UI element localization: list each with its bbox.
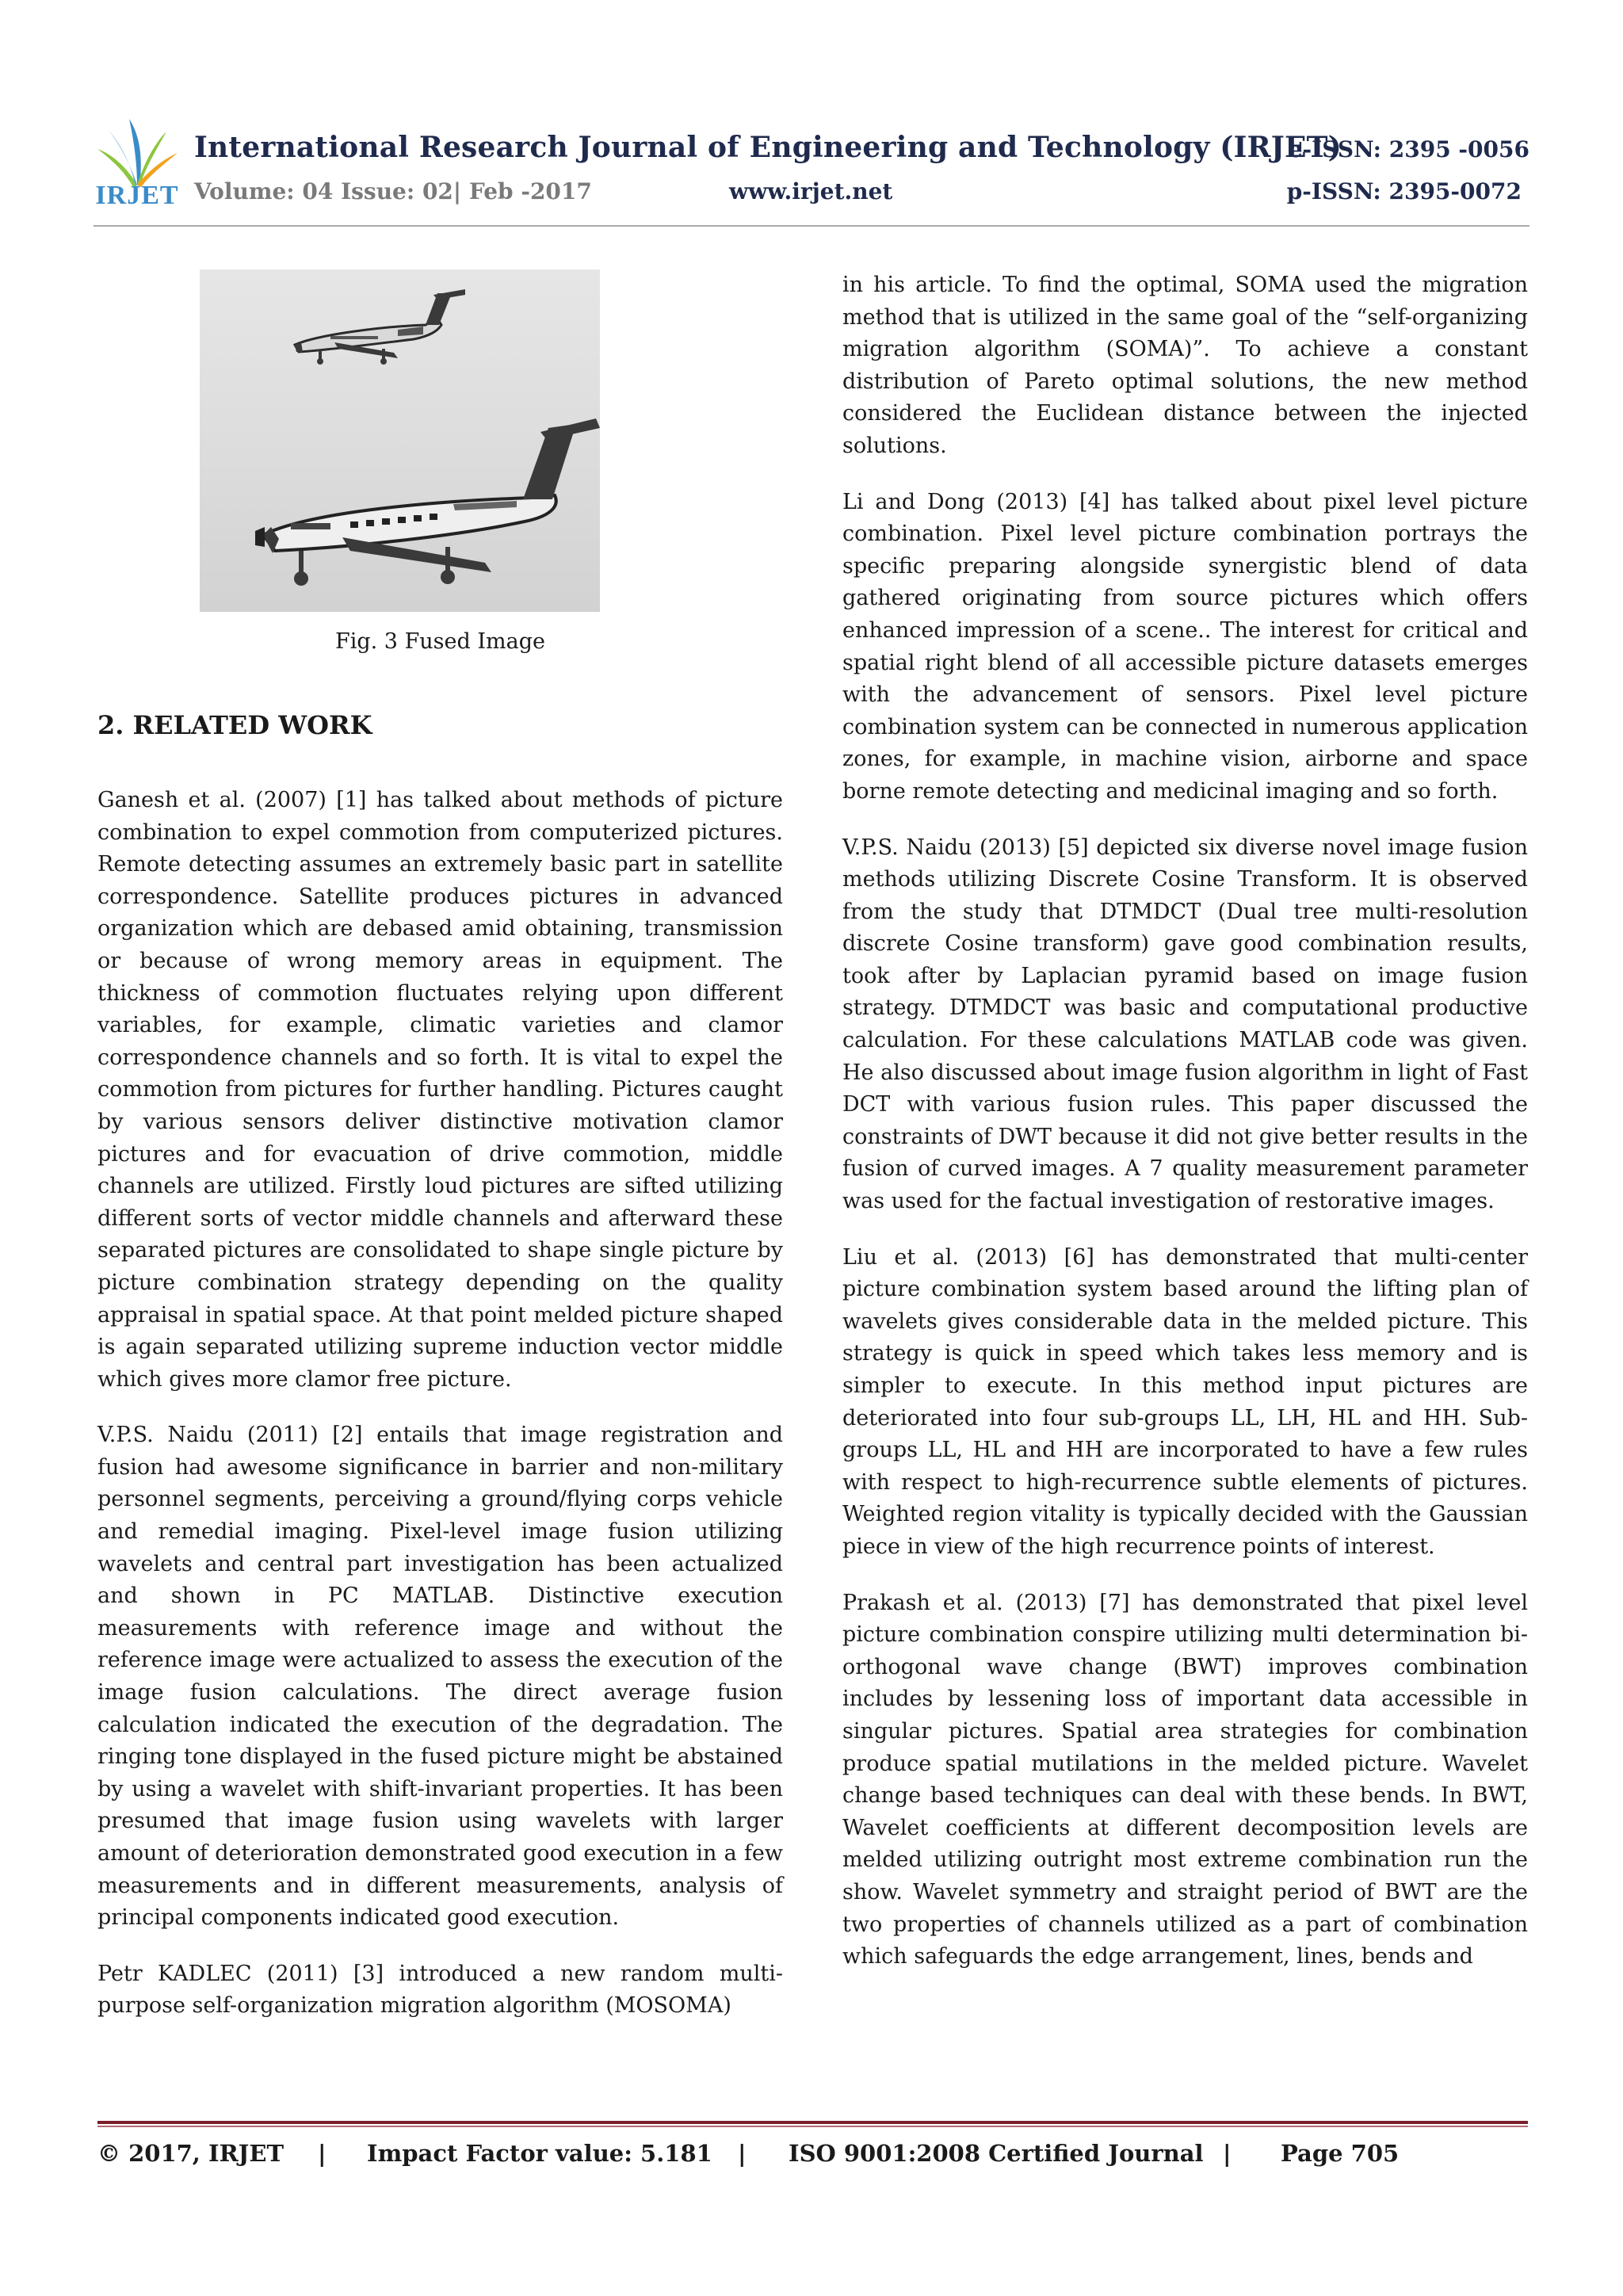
page-header	[0, 0, 1623, 230]
page-number: Page 705	[1281, 2140, 1400, 2167]
paragraph: V.P.S. Naidu (2013) [5] depicted six diverse novel image fusion methods utilizing Discrete Cosine Transform. It is observed from the study that DTMDCT (Dual tree multi-resolution discrete Cosine transform) gave good combination results, took after by Laplacian pyramid based on image fusion strategy. DTMDCT was basic and computational productive calculation. For these calculations MATLAB code was given. He also discussed about image fusion algorithm in light of Fast DCT with various fusion rules. This paper discussed the constraints of DWT because it did not give better results in the fusion of curved images. A 7 quality measurement parameter was used for the factual investigation of restorative images.	[842, 835, 1528, 1214]
paragraph: V.P.S. Naidu (2011) [2] entails that image registration and fusion had awesome significance in barrier and non-military personnel segments, perceiving a ground/flying corps vehicle and remedial imaging. Pixel-level image fusion utilizing wavelets and central part investigation has been actualized and shown in PC MATLAB. Distinctive execution measurements with reference image and without the reference image were actualized to assess the execution of the image fusion calculations. The direct average fusion calculation indicated the execution of the degradation. The ringing tone displayed in the fused picture might be abstained by using a wavelet with shift-invariant properties. It has been presumed that image fusion using wavelets with larger amount of deterioration demonstrated good execution in a few measurements and in different measurements, analysis of principal components indicated good execution.	[97, 1423, 783, 1931]
paragraph: Petr KADLEC (2011) [3] introduced a new random multi-purpose self-organization migration algorithm (MOSOMA)	[97, 1961, 783, 2019]
left-column	[97, 785, 783, 2023]
footer-separator: |	[738, 2140, 747, 2167]
footer-impact-factor: Impact Factor value: 5.181	[367, 2140, 712, 2167]
p-issn: p-ISSN: 2395-0072	[1286, 178, 1522, 204]
section-heading: 2. RELATED WORK	[97, 710, 372, 740]
right-column	[842, 269, 1528, 1973]
footer-separator: |	[1223, 2140, 1232, 2167]
footer-divider-secondary	[97, 2126, 1528, 2127]
header-divider	[94, 225, 1529, 227]
footer-separator: |	[318, 2140, 327, 2167]
paragraph: Li and Dong (2013) [4] has talked about pixel level picture combination. Pixel level picture combination portrays the specific preparing alongside synergistic blend of data gathered originating from source pictures which offers enhanced impression of a scene.. The interest for critical and spatial right blend of all accessible picture datasets emerges with the advancement of sensors. Pixel level picture combination system can be connected in numerous application zones, for example, in machine vision, airborne and space borne remote detecting and medicinal imaging and so forth.	[842, 489, 1528, 804]
figure-caption: Fig. 3 Fused Image	[334, 629, 546, 654]
footer-copyright: © 2017, IRJET	[97, 2140, 285, 2167]
footer-divider	[97, 2121, 1528, 2124]
e-issn: e-ISSN: 2395 -0056	[1288, 136, 1529, 162]
fused-image-figure	[200, 269, 600, 612]
paragraph: Prakash et al. (2013) [7] has demonstrated that pixel level picture combination conspire utilizing multi determination bi-orthogonal wave change (BWT) improves combination includes by lessening loss of important data accessible in singular pictures. Spatial area strategies for combination produce spatial mutilations in the melded picture. Wavelet change based techniques can deal with these bends. In BWT, Wavelet coefficients at different decomposition levels are melded utilizing outright most extreme combination run the show. Wavelet symmetry and straight period of BWT are the two properties of channels utilized as a part of combination which safeguards the edge arrangement, lines, bends and	[842, 1590, 1528, 1969]
logo-text: IRJET	[95, 181, 179, 210]
footer-iso: ISO 9001:2008 Certified Journal	[789, 2140, 1204, 2167]
paragraph: in his article. To find the optimal, SOMA used the migration method that is utilized in the same goal of the “self-organizing migration algorithm (SOMA)”. To achieve a constant distribution of Pareto optimal solutions, the new method considered the Euclidean distance between the injected solutions.	[842, 273, 1528, 458]
paragraph: Ganesh et al. (2007) [1] has talked about methods of picture combination to expel commotion from computerized pictures. Remote detecting assumes an extremely basic part in satellite correspondence. Satellite produces pictures in advanced organization which are debased amid obtaining, transmission or because of wrong memory areas in equipment. The thickness of commotion fluctuates relying upon different variables, for example, climatic varieties and clamor correspondence channels and so forth. It is vital to expel the commotion from pictures for further handling. Pictures caught by various sensors deliver distinctive motivation clamor pictures and for evacuation of drive commotion, middle channels are utilized. Firstly loud pictures are sifted utilizing different sorts of vector middle channels and afterward these separated pictures are consolidated to shape single picture by picture combination strategy depending on the quality appraisal in spatial space. At that point melded picture shaped is again separated utilizing supreme induction vector middle which gives more clamor free picture.	[97, 788, 783, 1392]
paragraph: Liu et al. (2013) [6] has demonstrated that multi-center picture combination system based around the lifting plan of wavelets gives considerable data in the melded picture. This strategy is quick in speed which takes less memory and is simpler to execute. In this method input pictures are deteriorated into four sub-groups LL, LH, HL and HH. Sub-groups LL, HL and HH are incorporated to have a few rules with respect to high-recurrence subtle elements of pictures. Weighted region vitality is typically decided with the Gaussian piece in view of the high recurrence points of interest.	[842, 1244, 1528, 1559]
volume-issue: Volume: 04 Issue: 02| Feb -2017	[194, 178, 592, 204]
aircraft-photo-icon	[200, 269, 600, 612]
journal-website-link[interactable]: www.irjet.net	[729, 178, 893, 204]
journal-title: International Research Journal of Engineering and Technology (IRJET)	[194, 131, 1342, 164]
